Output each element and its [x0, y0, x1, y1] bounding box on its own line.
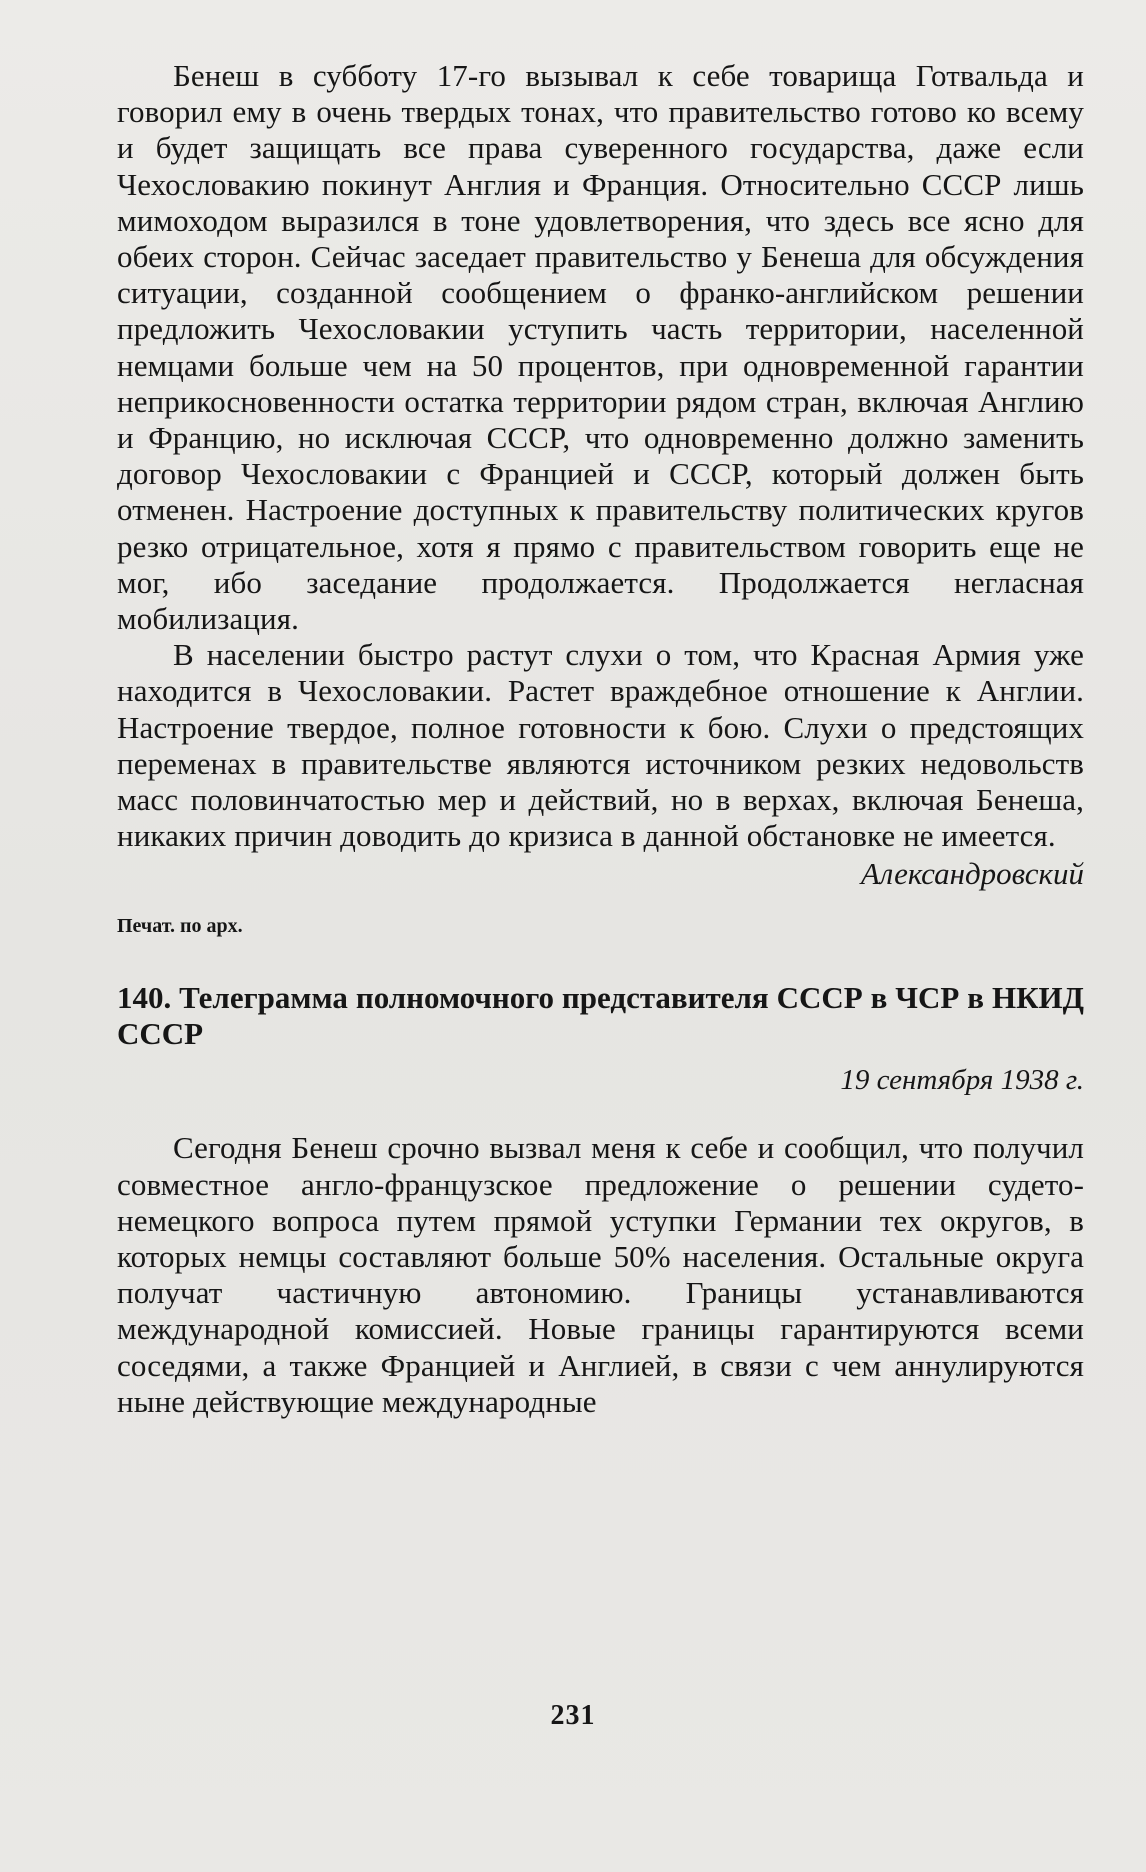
- signature: Александровский: [860, 856, 1084, 892]
- document-heading: 140. Телеграмма полномочного представителя СССР в ЧСР в НКИД СССР: [117, 980, 1084, 1052]
- source-note: Печат. по арх.: [117, 915, 243, 938]
- page-number: 231: [550, 1700, 596, 1731]
- paragraph-1: Бенеш в субботу 17-го вызывал к себе товарища Готвальда и говорил ему в очень твердых тонах, что правительство готово ко всему и будет защищать все права суверенного государства, даже если Чехословакию покинут Англия и Франция. Относительно СССР лишь мимоходом выразился в тоне удовлетворения, что здесь все ясно для обеих сторон. Сейчас заседает правительство у Бенеша для обсуждения ситуации, созданной сообщением о франко-английском решении предложить Чехословакии уступить часть территории, населенной немцами больше чем на 50 процентов, при одновременной гарантии неприкосновенности остатка территории рядом стран, включая Англию и Францию, но исключая СССР, что одновременно должно заменить договор Чехословакии с Францией и СССР, который должен быть отменен. Настроение доступных к правительству политических кругов резко отрицательное, хотя я прямо с правительством говорить еще не мог, ибо заседание продолжается. Продолжается негласная мобилизация.: [117, 58, 1084, 637]
- document-date: 19 сентября 1938 г.: [840, 1064, 1084, 1097]
- paragraph-2: В населении быстро растут слухи о том, что Красная Армия уже находится в Чехословакии. Растет враждебное отношение к Англии. Настроение твердое, полное готовности к бою. Слухи о предстоящих переменах в правительстве являются источником резких недовольств масс половинчатостью мер и действий, но в верхах, включая Бенеша, никаких причин доводить до кризиса в данной обстановке не имеется.: [117, 637, 1084, 854]
- paragraph-3: Сегодня Бенеш срочно вызвал меня к себе и сообщил, что получил совместное англо-французское предложение о решении судето-немецкого вопроса путем прямой уступки Германии тех округов, в которых немцы составляют больше 50% населения. Остальные округа получат частичную автономию. Границы устанавливаются международной комиссией. Новые границы гарантируются всеми соседями, а также Францией и Англией, в связи с чем аннулируются ныне действующие международные: [117, 1130, 1084, 1419]
- page-content: [117, 58, 1084, 1420]
